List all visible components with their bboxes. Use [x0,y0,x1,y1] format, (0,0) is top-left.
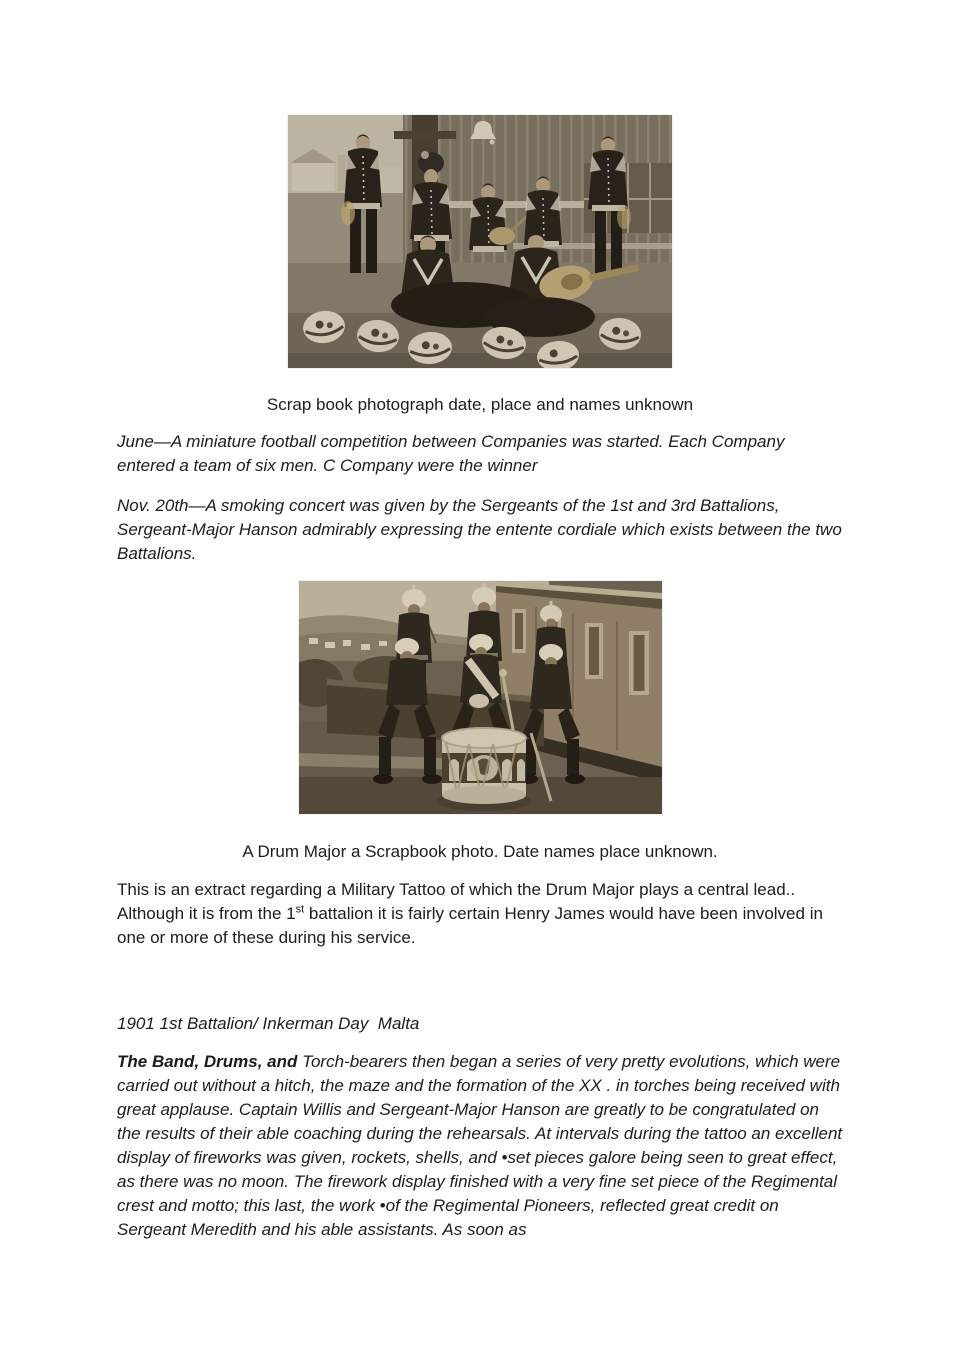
para-june: June—A miniature football competition between Companies was started. Each Company entered a team of six men. C Company were the winner [117,432,785,475]
line-1901-heading: 1901 1st Battalion/ Inkerman Day Malta [117,1014,420,1033]
drum-major-photo-figure [299,581,662,814]
extract-text-start: This is an extract regarding a Military Tattoo of which the Drum Major plays a central lead.. Although it is from the 1 [117,880,796,923]
band-photo-caption: Scrap book photograph date, place and names unknown [266,395,694,414]
ordinal-superscript: st [295,903,305,916]
document-content [0,115,960,1302]
drum-major-photo-caption: A Drum Major a Scrapbook photo. Date names place unknown. [242,842,718,861]
drum-major-photo-image [299,581,662,814]
para-extract [117,878,843,950]
para-nov: Nov. 20th—A smoking concert was given by the Sergeants of the 1st and 3rd Battalions, Sergeant-Major Hanson admirably expressing the entente cordiale which exists between the two Battalions. [117,496,842,563]
tattoo-bold-lead: The Band, Drums, and [117,1052,303,1071]
extract-text-end: battalion it is fairly certain Henry James would have been involved in one or more of these during his service. [117,904,823,947]
band-photo-image [288,115,672,368]
tattoo-body-text: Torch-bearers then began a series of very pretty evolutions, which were carried out without a hitch, the maze and the formation of the XX . in torches being received with great applause. Captain Willis and Sergeant-Major Hanson are greatly to be congratulated on the results of their able coaching during the rehearsals. At intervals during the tattoo an excellent display of fireworks was given, rockets, shells, and •set pieces galore being seen to great effect, as there was no moon. The firework display finished with a very fine set piece of the Regimental crest and motto; this last, the work •of the Regimental Pioneers, reflected great credit on Sergeant Meredith and his able assistants. As soon as [117,1052,843,1239]
para-tattoo [117,1050,843,1242]
band-photo-figure [288,115,672,368]
